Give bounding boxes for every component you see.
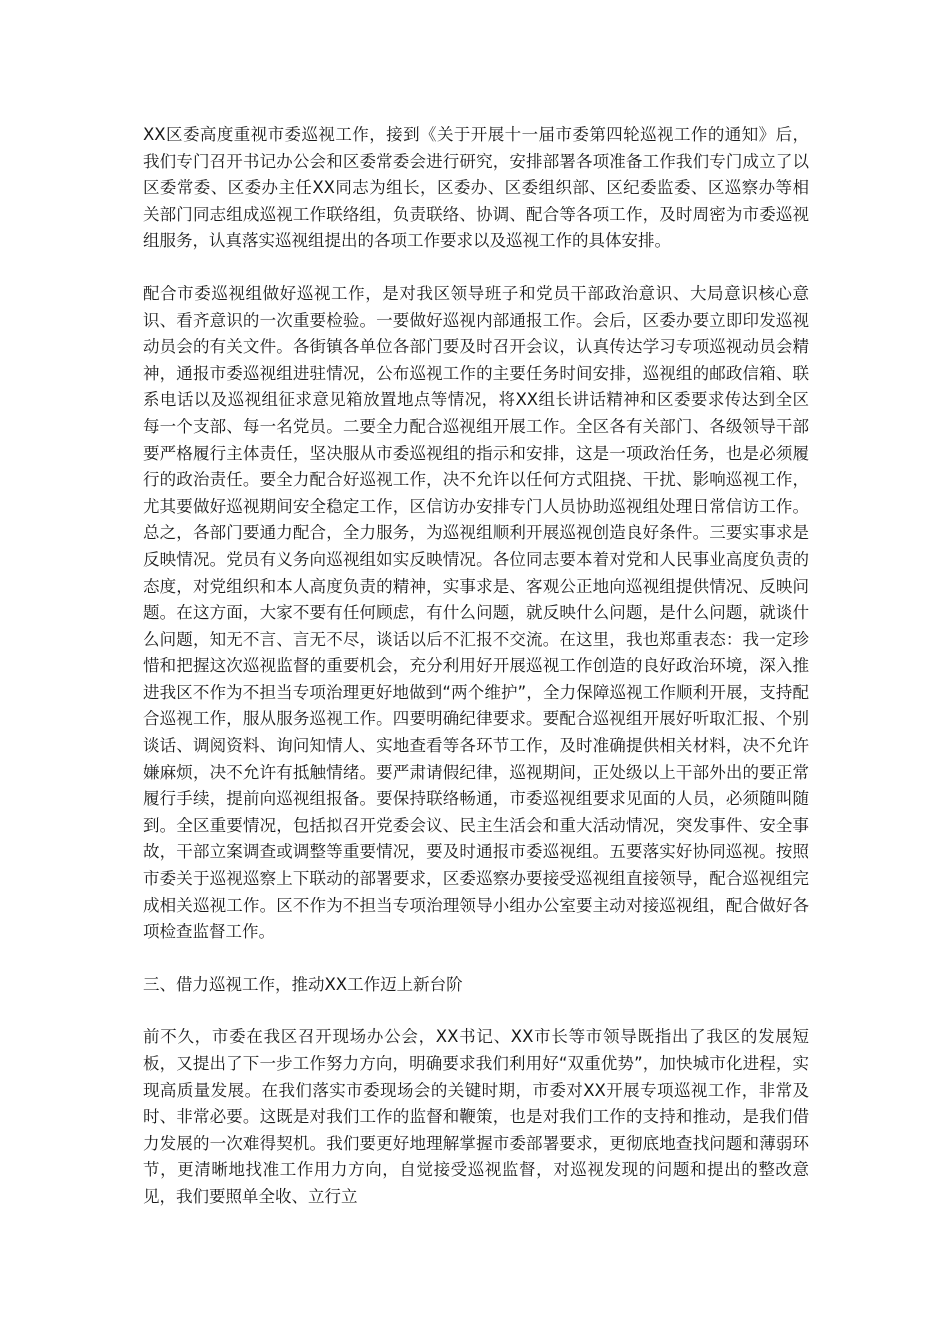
paragraph-cooperation-requirements: 配合市委巡视组做好巡视工作，是对我区领导班子和党员干部政治意识、大局意识核心意识、看齐意识的一次重要检验。一要做好巡视内部通报工作。会后，区委办要立即印发巡视动员会的有关文件。各街镇各单位各部门要及时召开会议，认真传达学习专项巡视动员会精神，通报市委巡视组进驻情况，公布巡视工作的主要任务时间安排，巡视组的邮政信箱、联系电话以及巡视组征求意见箱放置地点等情况，将XX组长讲话精神和区委要求传达到全区每一个支部、每一名党员。二要全力配合巡视组开展工作。全区各有关部门、各级领导干部要严格履行主体责任，坚决服从市委巡视组的指示和安排，这是一项政治任务，也是必须履行的政治责任。要全力配合好巡视工作，决不允许以任何方式阻挠、干扰、影响巡视工作，尤其要做好巡视期间安全稳定工作，区信访办安排专门人员协助巡视组处理日常信访工作。总之，各部门要通力配合，全力服务，为巡视组顺利开展巡视创造良好条件。三要实事求是反映情况。党员有义务向巡视组如实反映情况。各位同志要本着对党和人民事业高度负责的态度，对党组织和本人高度负责的精神，实事求是、客观公正地向巡视组提供情况、反映问题。在这方面，大家不要有任何顾虑，有什么问题，就反映什么问题，是什么问题，就谈什么问题，知无不言、言无不尽，谈话以后不汇报不交流。在这里，我也郑重表态：我一定珍惜和把握这次巡视监督的重要机会，充分利用好开展巡视工作创造的良好政治环境，深入推进我区不作为不担当专项治理更好地做到“两个维护”，全力保障巡视工作顺利开展，支持配合巡视工作，服从服务巡视工作。四要明确纪律要求。要配合巡视组开展好听取汇报、个别谈话、调阅资料、询问知情人、实地查看等各环节工作，及时准确提供相关材料，决不允许嫌麻烦，决不允许有抵触情绪。要严肃请假纪律，巡视期间，正处级以上干部外出的要正常履行手续，提前向巡视组报备。要保持联络畅通，市委巡视组要求见面的人员，必须随叫随到。全区重要情况，包括拟召开党委会议、民主生活会和重大活动情况，突发事件、安全事故，干部立案调查或调整等重要情况，要及时通报市委巡视组。五要落实好协同巡视。按照市委关于巡视巡察上下联动的部署要求，区委巡察办要接受巡视组直接领导，配合巡视组完成相关巡视工作。区不作为不担当专项治理领导小组办公室要主动对接巡视组，配合做好各项检查监督工作。: [143, 283, 809, 942]
paragraph-leverage-inspection: 前不久，市委在我区召开现场办公会，XX书记、XX市长等市领导既指出了我区的发展短板，又提出了下一步工作努力方向，明确要求我们利用好“双重优势”，加快城市化进程，实现高质量发展。在我们落实市委现场会的关键时期，市委对XX开展专项巡视工作，非常及时、非常必要。这既是对我们工作的监督和鞭策，也是对我们工作的支持和推动，是我们借力发展的一次难得契机。我们要更好地理解掌握市委部署要求，更彻底地查找问题和薄弱环节，更清晰地找准工作用力方向，自觉接受巡视监督，对巡视发现的问题和提出的整改意见，我们要照单全收、立行立: [143, 1027, 809, 1206]
section-heading-three: 三、借力巡视工作，推动XX工作迈上新台阶: [143, 974, 463, 994]
paragraph-liaison-group: XX区委高度重视市委巡视工作，接到《关于开展十一届市委第四轮巡视工作的通知》后，我们专门召开书记办公会和区委常委会进行研究，安排部署各项准备工作我们专门成立了以区委常委、区委办主任XX同志为组长，区委办、区委组织部、区纪委监委、区巡察办等相关部门同志组成巡视工作联络组，负责联络、协调、配合等各项工作，及时周密为市委巡视组服务，认真落实巡视组提出的各项工作要求以及巡视工作的具体安排。: [143, 125, 809, 251]
document-page: [143, 122, 809, 1211]
